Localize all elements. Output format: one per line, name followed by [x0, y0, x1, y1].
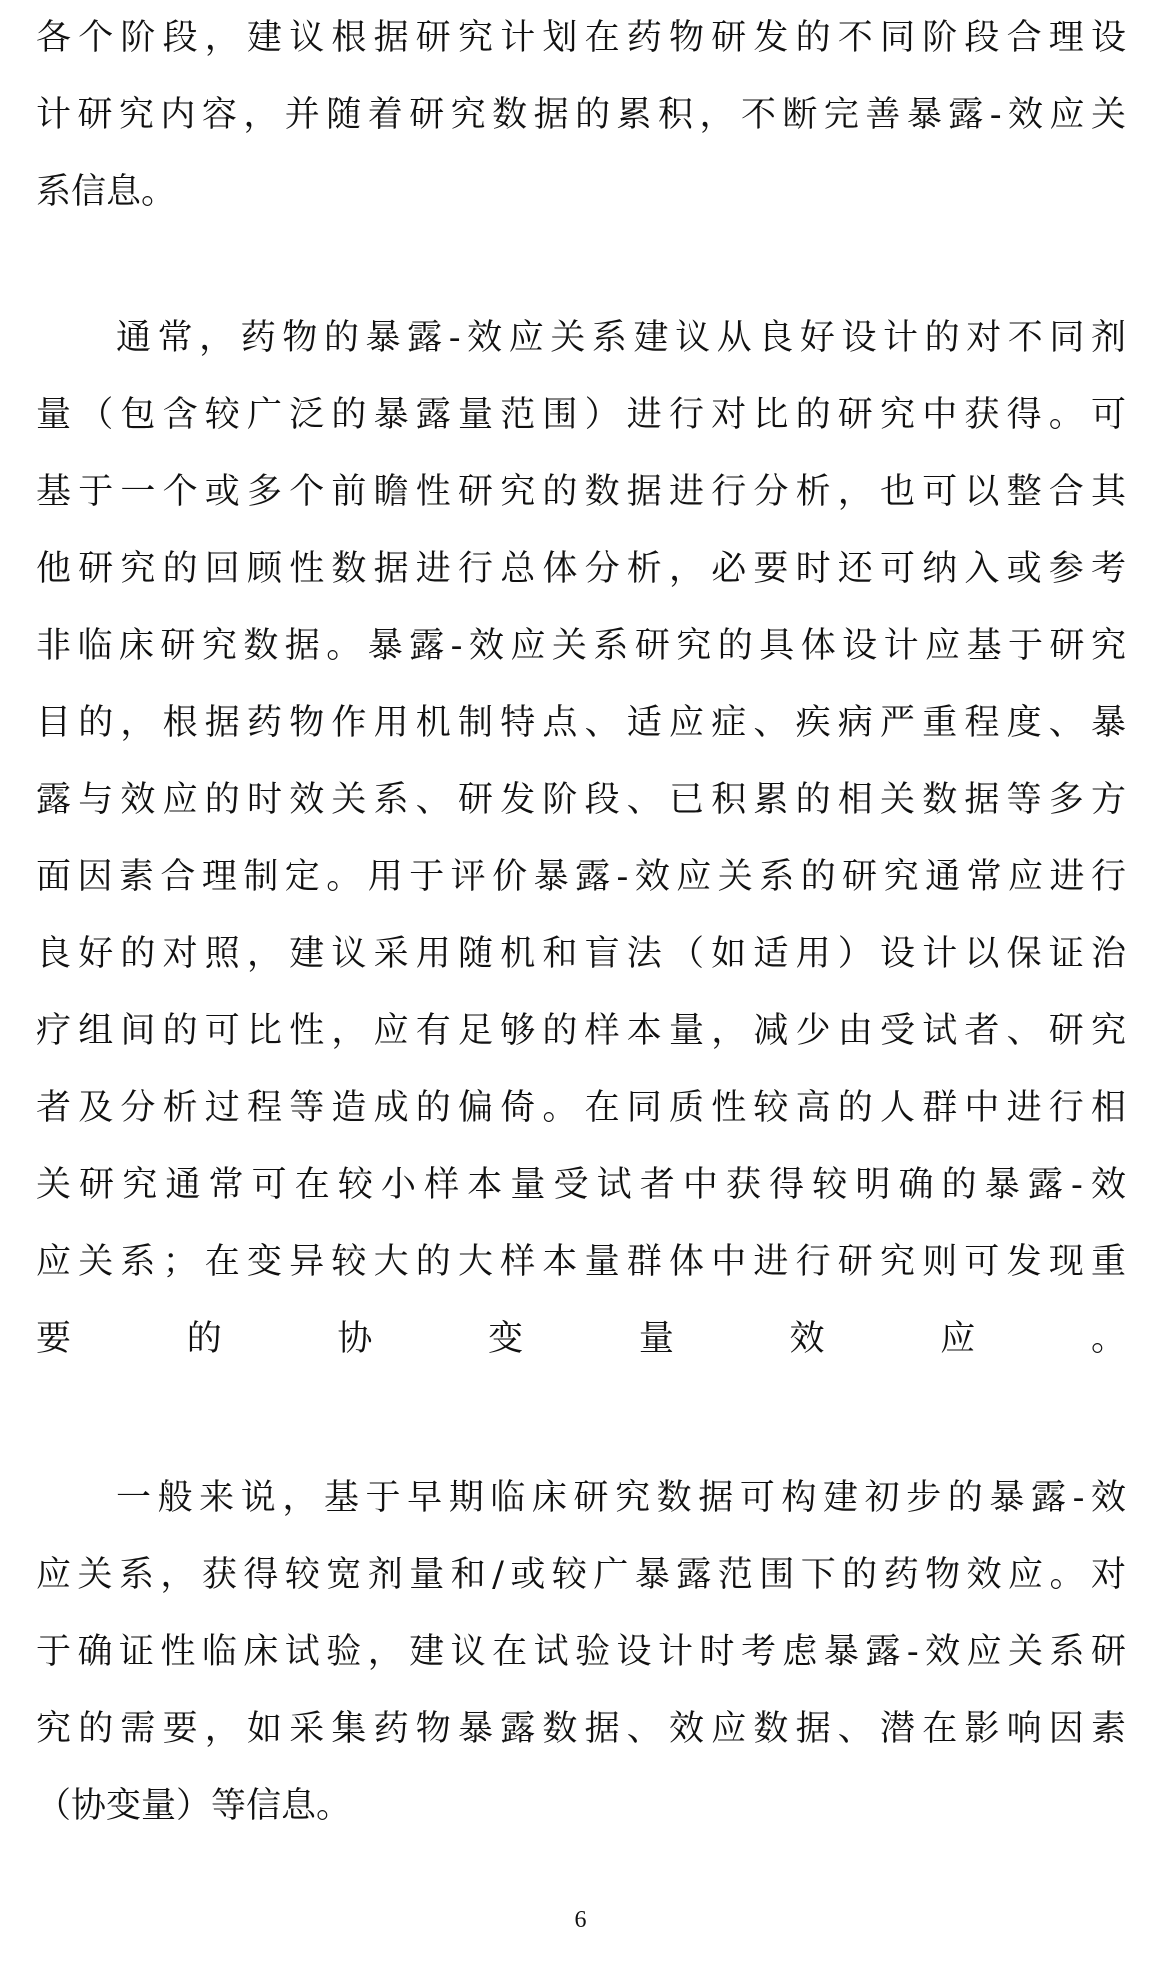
text-line: 于确证性临床试验，建议在试验设计时考虑暴露-效应关系研 — [36, 1632, 1126, 1672]
text-line: 疗组间的可比性，应有足够的样本量，减少由受试者、研究 — [36, 1011, 1126, 1051]
text-line: 量（包含较广泛的暴露量范围）进行对比的研究中获得。可 — [36, 395, 1126, 435]
text-line: 应关系；在变异较大的大样本量群体中进行研究则可发现重 — [36, 1242, 1126, 1282]
text-line: 目的，根据药物作用机制特点、适应症、疾病严重程度、暴 — [36, 703, 1126, 743]
text-line: 各个阶段，建议根据研究计划在药物研发的不同阶段合理设 — [36, 18, 1126, 58]
text-line: 一般来说，基于早期临床研究数据可构建初步的暴露-效 — [116, 1478, 1126, 1518]
text-line: 究的需要，如采集药物暴露数据、效应数据、潜在影响因素 — [36, 1709, 1126, 1749]
text-line: 他研究的回顾性数据进行总体分析，必要时还可纳入或参考 — [36, 549, 1126, 589]
text-line: 者及分析过程等造成的偏倚。在同质性较高的人群中进行相 — [36, 1088, 1126, 1128]
text-line: 基于一个或多个前瞻性研究的数据进行分析，也可以整合其 — [36, 472, 1126, 512]
paragraph-2 — [36, 300, 1126, 1455]
text-line: 关研究通常可在较小样本量受试者中获得较明确的暴露-效 — [36, 1165, 1126, 1205]
text-line: 良好的对照，建议采用随机和盲法（如适用）设计以保证治 — [36, 934, 1126, 974]
paragraph-3 — [36, 1460, 1126, 1845]
text-line: 系信息。 — [36, 172, 177, 212]
text-line: 通常，药物的暴露-效应关系建议从良好设计的对不同剂 — [116, 318, 1126, 358]
page-number: 6 — [574, 1907, 587, 1933]
text-line: 要的协变量效应。 — [36, 1319, 1126, 1359]
text-line: 应关系，获得较宽剂量和/或较广暴露范围下的药物效应。对 — [36, 1555, 1126, 1595]
text-line: 露与效应的时效关系、研发阶段、已积累的相关数据等多方 — [36, 780, 1126, 820]
paragraph-1 — [36, 0, 1126, 231]
text-line — [36, 1378, 1126, 1455]
text-line: 面因素合理制定。用于评价暴露-效应关系的研究通常应进行 — [36, 857, 1126, 897]
text-line: 非临床研究数据。暴露-效应关系研究的具体设计应基于研究 — [36, 626, 1126, 666]
text-line: （协变量）等信息。 — [36, 1786, 352, 1826]
text-line: 计研究内容，并随着研究数据的累积，不断完善暴露-效应关 — [36, 95, 1126, 135]
